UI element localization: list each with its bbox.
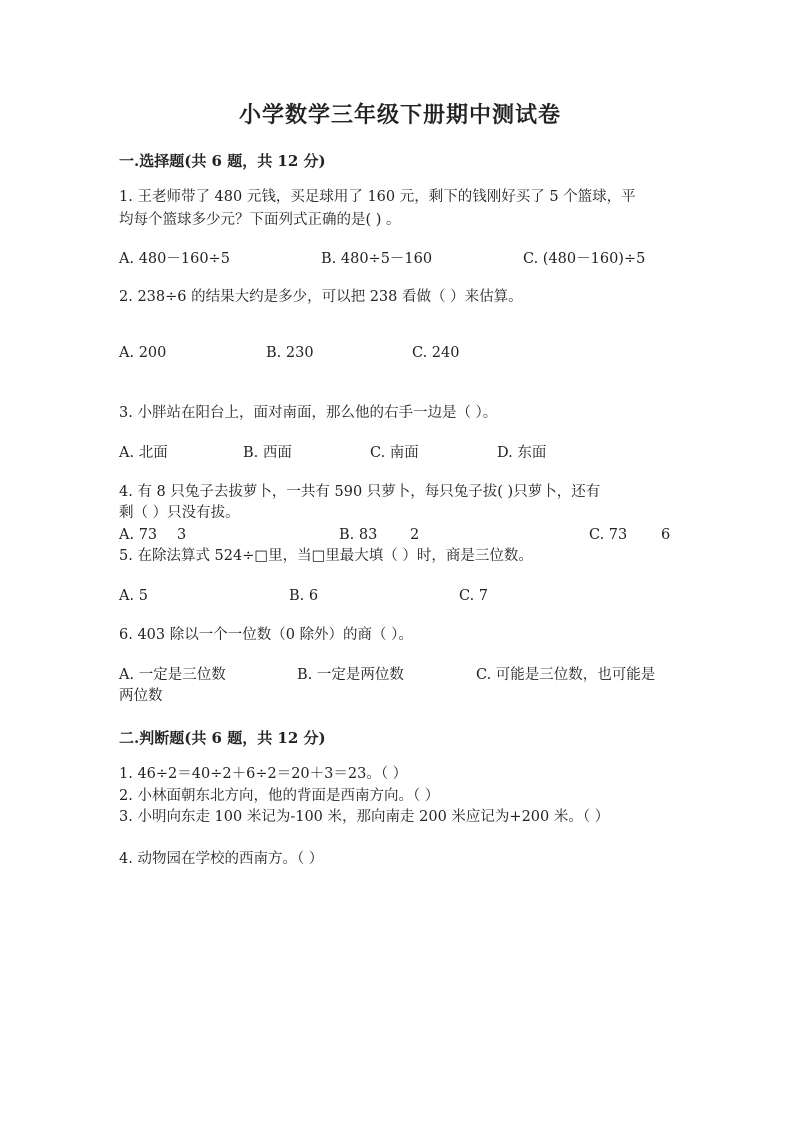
section-heading-judgment: 二.判断题(共 6 题，共 12 分) [119, 729, 326, 747]
question-6-option-b: B. 一定是两位数 [297, 667, 404, 683]
question-1-line-2: 均每个篮球多少元？下面列式正确的是( ) 。 [119, 212, 401, 228]
question-3-option-c: C. 南面 [370, 445, 419, 461]
question-4-option-c-remainder: 6 [661, 527, 671, 543]
section-heading-choice: 一.选择题(共 6 题，共 12 分) [119, 152, 326, 170]
question-2-option-a: A. 200 [119, 345, 167, 361]
question-6-option-c-continued: 两位数 [119, 688, 163, 704]
question-2-option-b: B. 230 [266, 345, 314, 361]
judgment-question-2: 2. 小林面朝东北方向，他的背面是西南方向。（ ） [119, 788, 440, 804]
question-4-line-1: 4. 有 8 只兔子去拔萝卜，一共有 590 只萝卜，每只兔子拔( )只萝卜，还有 [119, 484, 601, 500]
question-1-option-c: C. (480－160)÷5 [523, 251, 646, 267]
question-4-option-a-remainder: 3 [177, 527, 187, 543]
question-3-option-a: A. 北面 [119, 445, 168, 461]
question-3-option-d: D. 东面 [497, 445, 547, 461]
question-4-option-b-quotient: B. 83 [339, 527, 378, 543]
question-5-line-1: 5. 在除法算式 524÷□里，当□里最大填（ ）时，商是三位数。 [119, 548, 533, 564]
question-4-line-2: 剩（ ）只没有拔。 [119, 505, 240, 521]
question-6-line-1: 6. 403 除以一个一位数（0 除外）的商（ ）。 [119, 627, 413, 643]
question-1-line-1: 1. 王老师带了 480 元钱，买足球用了 160 元，剩下的钱刚好买了 5 个篮球，平 [119, 189, 636, 205]
question-2-line-1: 2. 238÷6 的结果大约是多少，可以把 238 看做（ ）来估算。 [119, 289, 523, 305]
question-2-option-c: C. 240 [412, 345, 460, 361]
judgment-question-1: 1. 46÷2＝40÷2＋6÷2＝20＋3＝23。（ ） [119, 766, 408, 782]
question-4-option-a-quotient: A. 73 [119, 527, 158, 543]
judgment-question-4: 4. 动物园在学校的西南方。（ ） [119, 851, 324, 867]
page-title: 小学数学三年级下册期中测试卷 [238, 102, 561, 128]
question-4-option-c-quotient: C. 73 [589, 527, 628, 543]
question-3-line-1: 3. 小胖站在阳台上，面对南面，那么他的右手一边是（ ）。 [119, 405, 498, 421]
question-1-option-b: B. 480÷5－160 [321, 251, 433, 267]
question-5-option-b: B. 6 [289, 588, 319, 604]
question-4-option-b-remainder: 2 [410, 527, 420, 543]
question-5-option-c: C. 7 [459, 588, 489, 604]
judgment-question-3: 3. 小明向东走 100 米记为-100 米，那向南走 200 米应记为+200 米。（ ） [119, 809, 610, 825]
question-1-option-a: A. 480－160÷5 [119, 251, 230, 267]
question-5-option-a: A. 5 [119, 588, 148, 604]
question-6-option-a: A. 一定是三位数 [119, 667, 226, 683]
question-3-option-b: B. 西面 [243, 445, 292, 461]
question-6-option-c: C. 可能是三位数，也可能是 [476, 667, 656, 683]
